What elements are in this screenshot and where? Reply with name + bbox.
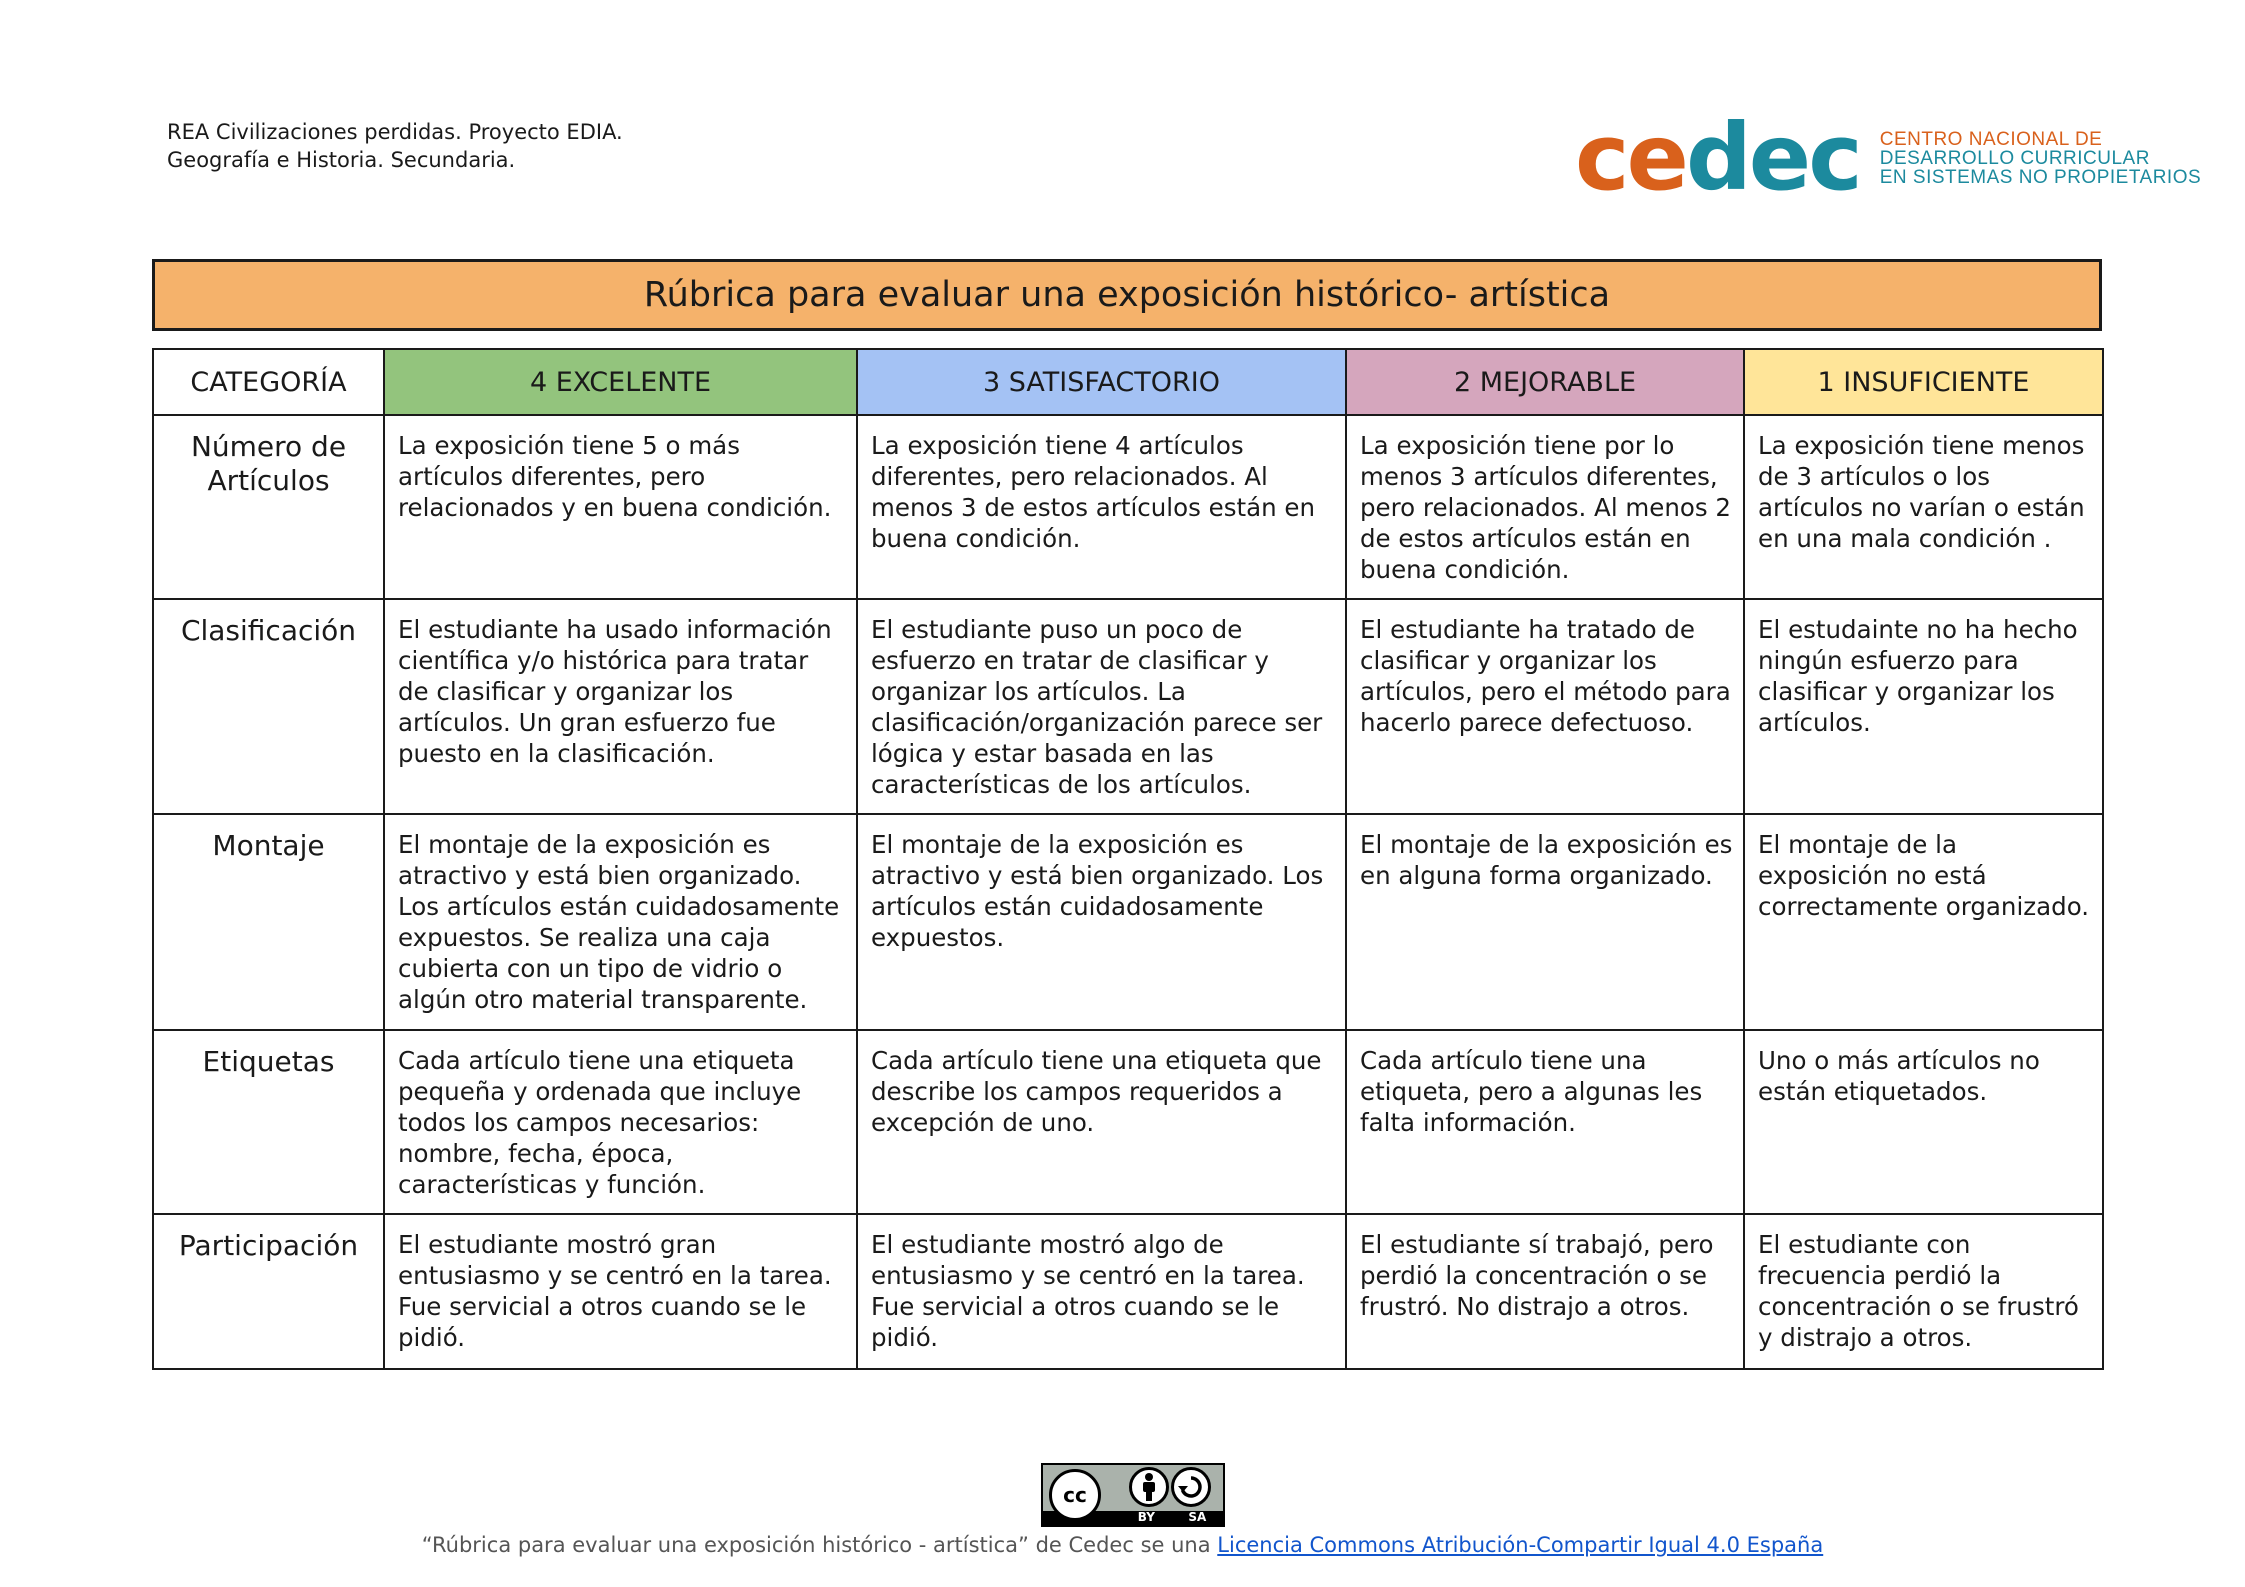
header-mejorable: 2 MEJORABLE [1346, 349, 1744, 415]
table-cell: Uno o más artículos no están etiquetados. [1744, 1030, 2103, 1214]
table-cell: El estudiante mostró gran entusiasmo y se centró en la tarea. Fue servicial a otros cuando se le pidió. [384, 1214, 857, 1369]
cc-license-badge[interactable] [1041, 1463, 1225, 1527]
table-cell: El estudiante sí trabajó, pero perdió la concentración o se frustró. No distrajo a otros. [1346, 1214, 1744, 1369]
share-alike-icon [1171, 1467, 1211, 1507]
logo-tagline-line3: EN SISTEMAS NO PROPIETARIOS [1879, 166, 2202, 188]
document-header [167, 118, 623, 174]
rubric-title: Rúbrica para evaluar una exposición histórico- artística [152, 259, 2102, 331]
row-category: Clasificación [153, 599, 384, 814]
table-cell: El estudiante mostró algo de entusiasmo y se centró en la tarea. Fue servicial a otros cuando se le pidió. [857, 1214, 1346, 1369]
table-cell: La exposición tiene menos de 3 artículos o los artículos no varían o están en una mala condición . [1744, 415, 2103, 599]
table-row [153, 415, 2103, 599]
table-cell: El estudiante puso un poco de esfuerzo en tratar de clasificar y organizar los artículos. La clasificación/organización parece ser lógica y estar basada en las características de los artículos. [857, 599, 1346, 814]
table-cell: El montaje de la exposición es atractivo y está bien organizado. Los artículos están cuidadosamente expuestos. [857, 814, 1346, 1029]
header-excelente: 4 EXCELENTE [384, 349, 857, 415]
header-insuficiente: 1 INSUFICIENTE [1744, 349, 2103, 415]
license-footer [0, 1533, 2245, 1557]
cc-by-label: BY [1137, 1510, 1155, 1524]
header-line-2: Geografía e Historia. Secundaria. [167, 148, 516, 172]
table-row [153, 1030, 2103, 1214]
row-category: Participación [153, 1214, 384, 1369]
row-category: Montaje [153, 814, 384, 1029]
cc-sa-label: SA [1188, 1510, 1207, 1524]
footer-text: “Rúbrica para evaluar una exposición histórico - artística” de Cedec se una [421, 1533, 1218, 1557]
attribution-person-icon [1129, 1467, 1169, 1507]
cc-badge-labels [1121, 1509, 1223, 1525]
header-line-1: REA Civilizaciones perdidas. Proyecto EDIA. [167, 120, 623, 144]
table-cell: La exposición tiene 4 artículos diferentes, pero relacionados. Al menos 3 de estos artículos están en buena condición. [857, 415, 1346, 599]
table-cell: El montaje de la exposición es atractivo y está bien organizado. Los artículos están cuidadosamente expuestos. Se realiza una caja cubierta con un tipo de vidrio o algún otro material transparente. [384, 814, 857, 1029]
table-cell: El montaje de la exposición no está correctamente organizado. [1744, 814, 2103, 1029]
license-link[interactable]: Licencia Commons Atribución-Compartir Igual 4.0 España [1217, 1533, 1824, 1557]
table-cell: El estudiante con frecuencia perdió la concentración o se frustró y distrajo a otros. [1744, 1214, 2103, 1369]
table-cell: Cada artículo tiene una etiqueta pequeña y ordenada que incluye todos los campos necesarios: nombre, fecha, época, características y función. [384, 1030, 857, 1214]
table-cell: El estudainte no ha hecho ningún esfuerzo para clasificar y organizar los artículos. [1744, 599, 2103, 814]
table-cell: Cada artículo tiene una etiqueta que describe los campos requeridos a excepción de uno. [857, 1030, 1346, 1214]
table-cell: Cada artículo tiene una etiqueta, pero a algunas les falta información. [1346, 1030, 1744, 1214]
table-cell: La exposición tiene 5 o más artículos diferentes, pero relacionados y en buena condición. [384, 415, 857, 599]
rubric-table [152, 348, 2104, 1370]
table-row [153, 814, 2103, 1029]
table-header-row [153, 349, 2103, 415]
cc-icon: cc [1049, 1469, 1101, 1521]
table-row [153, 1214, 2103, 1369]
row-category: Número de Artículos [153, 415, 384, 599]
row-category: Etiquetas [153, 1030, 384, 1214]
table-cell: El estudiante ha usado información científica y/o histórica para tratar de clasificar y organizar los artículos. Un gran esfuerzo fue puesto en la clasificación. [384, 599, 857, 814]
table-row [153, 599, 2103, 814]
table-cell: El montaje de la exposición es en alguna forma organizado. [1346, 814, 1744, 1029]
cedec-logo [1575, 104, 2202, 211]
logo-tagline-line1: CENTRO NACIONAL DE [1879, 128, 2103, 150]
logo-tagline-line2: DESARROLLO CURRICULAR [1879, 147, 2150, 169]
logo-word-part1: ce [1575, 104, 1686, 211]
logo-wordmark [1575, 104, 1860, 211]
header-satisfactorio: 3 SATISFACTORIO [857, 349, 1346, 415]
header-categoria: CATEGORÍA [153, 349, 384, 415]
logo-tagline [1880, 130, 2201, 187]
logo-word-part2: dec [1685, 104, 1860, 211]
table-cell: La exposición tiene por lo menos 3 artículos diferentes, pero relacionados. Al menos 2 de estos artículos están en buena condición. [1346, 415, 1744, 599]
table-cell: El estudiante ha tratado de clasificar y organizar los artículos, pero el método para hacerlo parece defectuoso. [1346, 599, 1744, 814]
